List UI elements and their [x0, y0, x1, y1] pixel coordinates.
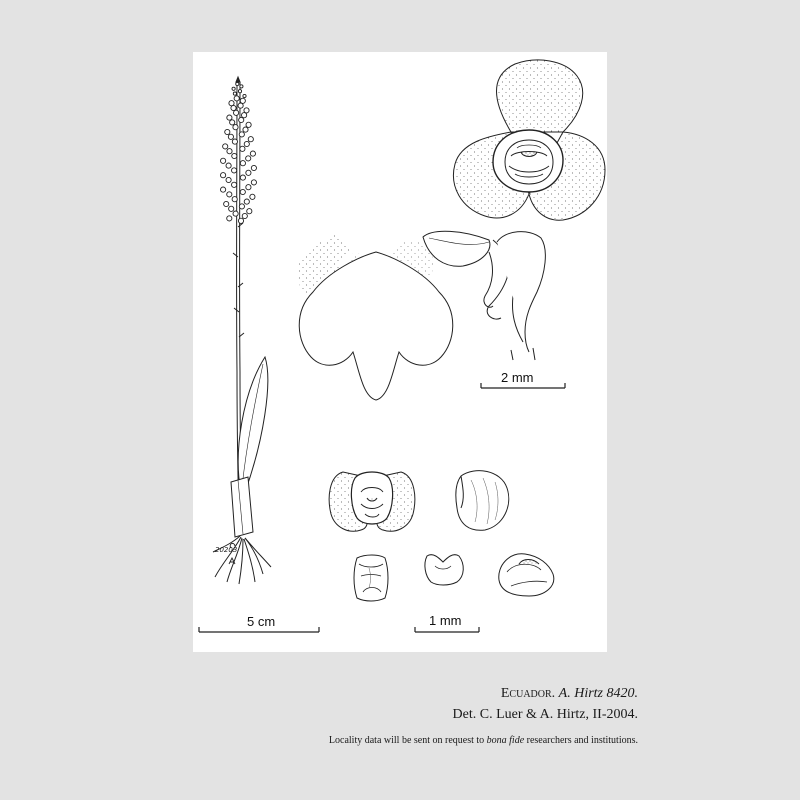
- raceme-flower: [242, 213, 247, 218]
- lip-detail: [354, 555, 388, 601]
- plant-roots: [213, 536, 271, 584]
- column-detail: [425, 555, 463, 585]
- raceme-flower: [250, 151, 255, 156]
- raceme-flower: [221, 158, 226, 163]
- raceme-flower: [244, 141, 249, 146]
- raceme-flower: [228, 134, 233, 139]
- raceme-flower: [240, 146, 245, 151]
- raceme-flower: [221, 173, 226, 178]
- note-text-start: Locality data will be sent on request to: [328, 735, 487, 746]
- scale-label-details: 1 mm: [429, 613, 462, 628]
- raceme-flower: [236, 82, 239, 85]
- raceme-flower: [246, 156, 251, 161]
- raceme-flower: [227, 192, 232, 197]
- raceme-flower: [227, 216, 232, 221]
- raceme-flower: [240, 175, 245, 180]
- raceme-flower: [251, 165, 256, 170]
- raceme-flower: [224, 201, 229, 206]
- raceme-flower: [221, 187, 226, 192]
- raceme-flower: [246, 122, 251, 127]
- raceme-flower: [232, 197, 237, 202]
- raceme-flower: [233, 211, 238, 216]
- raceme-flower: [227, 149, 232, 154]
- raceme-flower: [246, 170, 251, 175]
- raceme-flower: [232, 87, 235, 90]
- scale-label-flower: 2 mm: [501, 370, 534, 385]
- raceme-flower: [233, 92, 236, 95]
- specimen-number: 20203: [215, 546, 238, 554]
- raceme-flower: [229, 206, 234, 211]
- scale-label-plant: 5 cm: [247, 614, 276, 629]
- raceme-flower: [243, 127, 248, 132]
- illustration-plate: [193, 52, 607, 652]
- raceme-flower: [250, 194, 255, 199]
- raceme-flower: [231, 105, 236, 110]
- raceme-flower: [226, 177, 231, 182]
- raceme-flower: [227, 115, 232, 120]
- raceme-flower: [234, 110, 239, 115]
- raceme-flower: [239, 117, 244, 122]
- raceme-flower: [243, 94, 246, 97]
- note-text-end: researchers and institutions.: [524, 735, 638, 746]
- raceme-flower: [232, 139, 237, 144]
- raceme-flower: [242, 113, 247, 118]
- raceme-flower: [246, 185, 251, 190]
- raceme-flower: [226, 163, 231, 168]
- caption-locality-note: [329, 735, 638, 746]
- raceme-flower: [239, 132, 244, 137]
- raceme-flower: [247, 209, 252, 214]
- raceme-flower: [238, 103, 243, 108]
- caption-country: Ecuador.: [500, 686, 556, 701]
- note-text-emphasis: bona fide: [486, 735, 525, 746]
- raceme-flower: [251, 180, 256, 185]
- petal-detail: [456, 471, 509, 531]
- botanical-drawing: [193, 52, 607, 652]
- inflorescence-flowers: [221, 82, 257, 223]
- raceme-flower: [234, 96, 239, 101]
- flower-front-view: [290, 235, 453, 410]
- raceme-flower: [225, 129, 230, 134]
- caption-determination: Det. C. Luer & A. Hirtz, II-2004.: [452, 707, 638, 722]
- raceme-flower: [240, 85, 243, 88]
- raceme-flower: [238, 218, 243, 223]
- flower-dissection-front: [329, 472, 415, 531]
- anther-detail: [499, 554, 554, 596]
- raceme-flower: [223, 144, 228, 149]
- raceme-flower: [240, 161, 245, 166]
- raceme-flower: [232, 182, 237, 187]
- caption-collector: A. Hirtz 8420.: [558, 686, 638, 701]
- raceme-flower: [232, 153, 237, 158]
- caption-collection: [501, 686, 638, 702]
- raceme-flower: [238, 90, 241, 93]
- raceme-flower: [240, 189, 245, 194]
- raceme-flower: [248, 137, 253, 142]
- raceme-flower: [233, 125, 238, 130]
- raceme-flower: [232, 168, 237, 173]
- raceme-flower: [230, 120, 235, 125]
- raceme-flower: [239, 204, 244, 209]
- raceme-flower: [244, 199, 249, 204]
